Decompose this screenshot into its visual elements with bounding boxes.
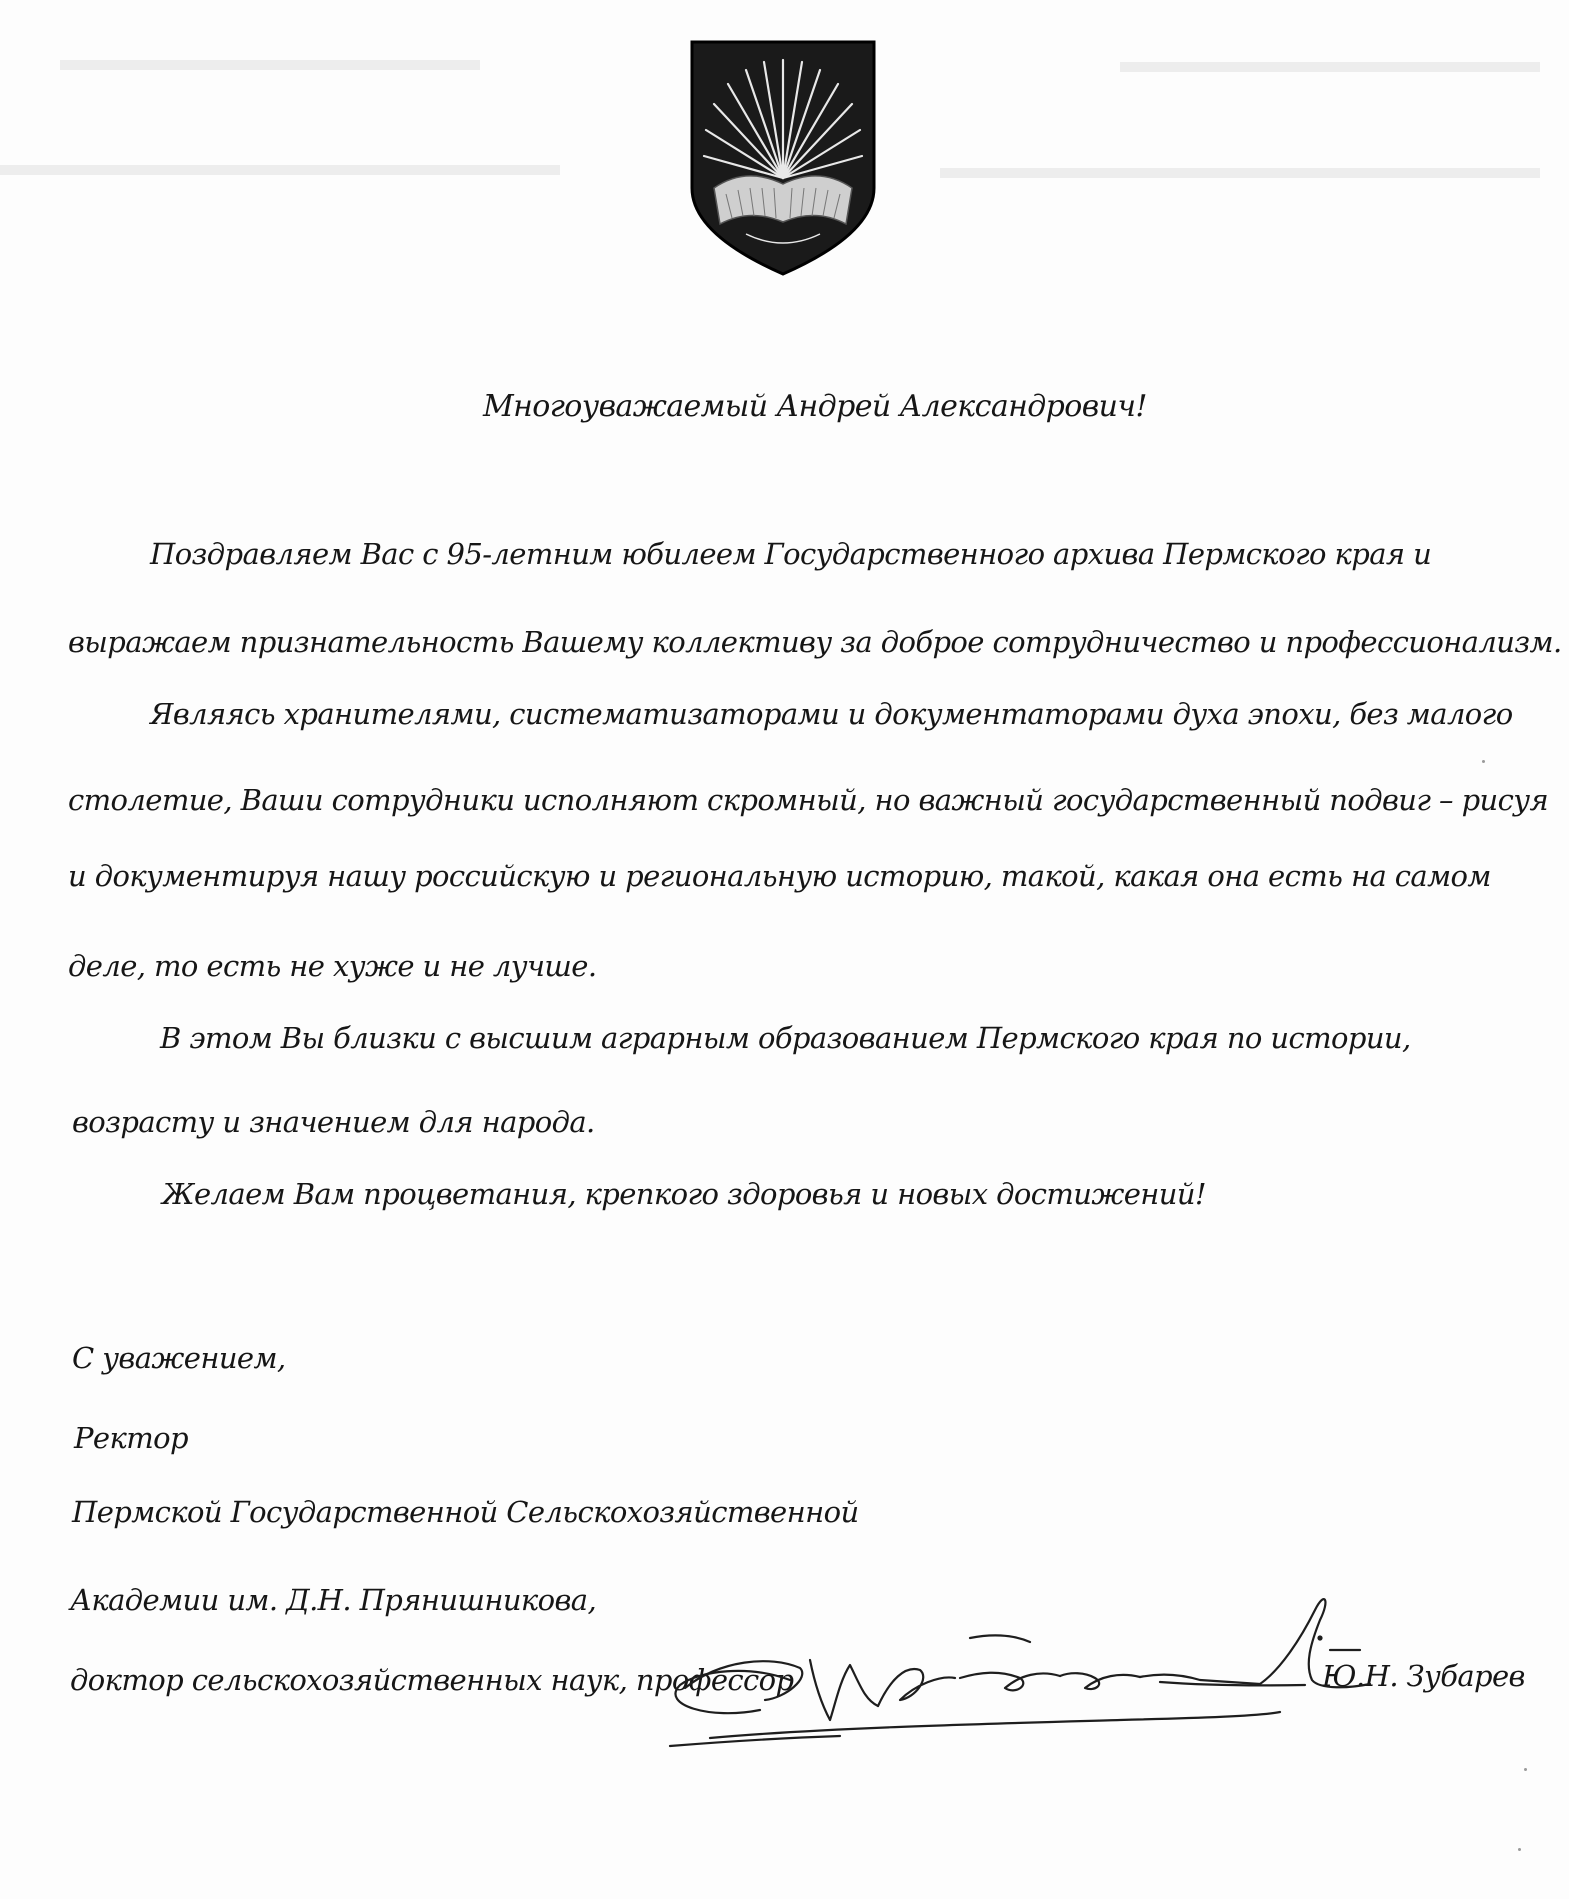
signer-name: Ю.Н. Зубарев (1322, 1659, 1525, 1693)
paragraph-3-line-1: В этом Вы близки с высшим аграрным образованием Пермского края по истории, (160, 1021, 1411, 1055)
paragraph-2-line-1: Являясь хранителями, систематизаторами и документаторами духа эпохи, без малого (150, 697, 1513, 731)
organization-line-2: Академии им. Д.Н. Прянишникова, (70, 1583, 597, 1617)
paragraph-3-line-2: возрасту и значением для народа. (72, 1105, 595, 1139)
signer-degree: доктор сельскохозяйственных наук, профессор (70, 1663, 794, 1697)
paragraph-2-line-2: столетие, Ваши сотрудники исполняют скромный, но важный государственный подвиг – рисуя (68, 783, 1549, 817)
closing-line: С уважением, (72, 1341, 286, 1375)
scan-speck (1518, 1848, 1521, 1851)
scan-speck (1524, 1768, 1527, 1771)
rector-title: Ректор (74, 1421, 188, 1455)
handwritten-signature-icon (560, 1560, 1420, 1760)
scan-speck (1482, 760, 1485, 763)
coat-of-arms-icon (686, 38, 880, 278)
organization-line-1: Пермской Государственной Сельскохозяйственной (72, 1495, 859, 1529)
paragraph-2-line-3: и документируя нашу российскую и региональную историю, такой, какая она есть на самом (68, 859, 1491, 893)
paragraph-1-line-1: Поздравляем Вас с 95-летним юбилеем Государственного архива Пермского края и (150, 537, 1432, 571)
paragraph-1-line-2: выражаем признательность Вашему коллективу за доброе сотрудничество и профессионализм. (68, 625, 1562, 659)
letter-salutation: Многоуважаемый Андрей Александрович! (483, 389, 1147, 424)
paragraph-2-line-4: деле, то есть не хуже и не лучше. (68, 949, 597, 983)
paragraph-4: Желаем Вам процветания, крепкого здоровья и новых достижений! (162, 1177, 1206, 1211)
